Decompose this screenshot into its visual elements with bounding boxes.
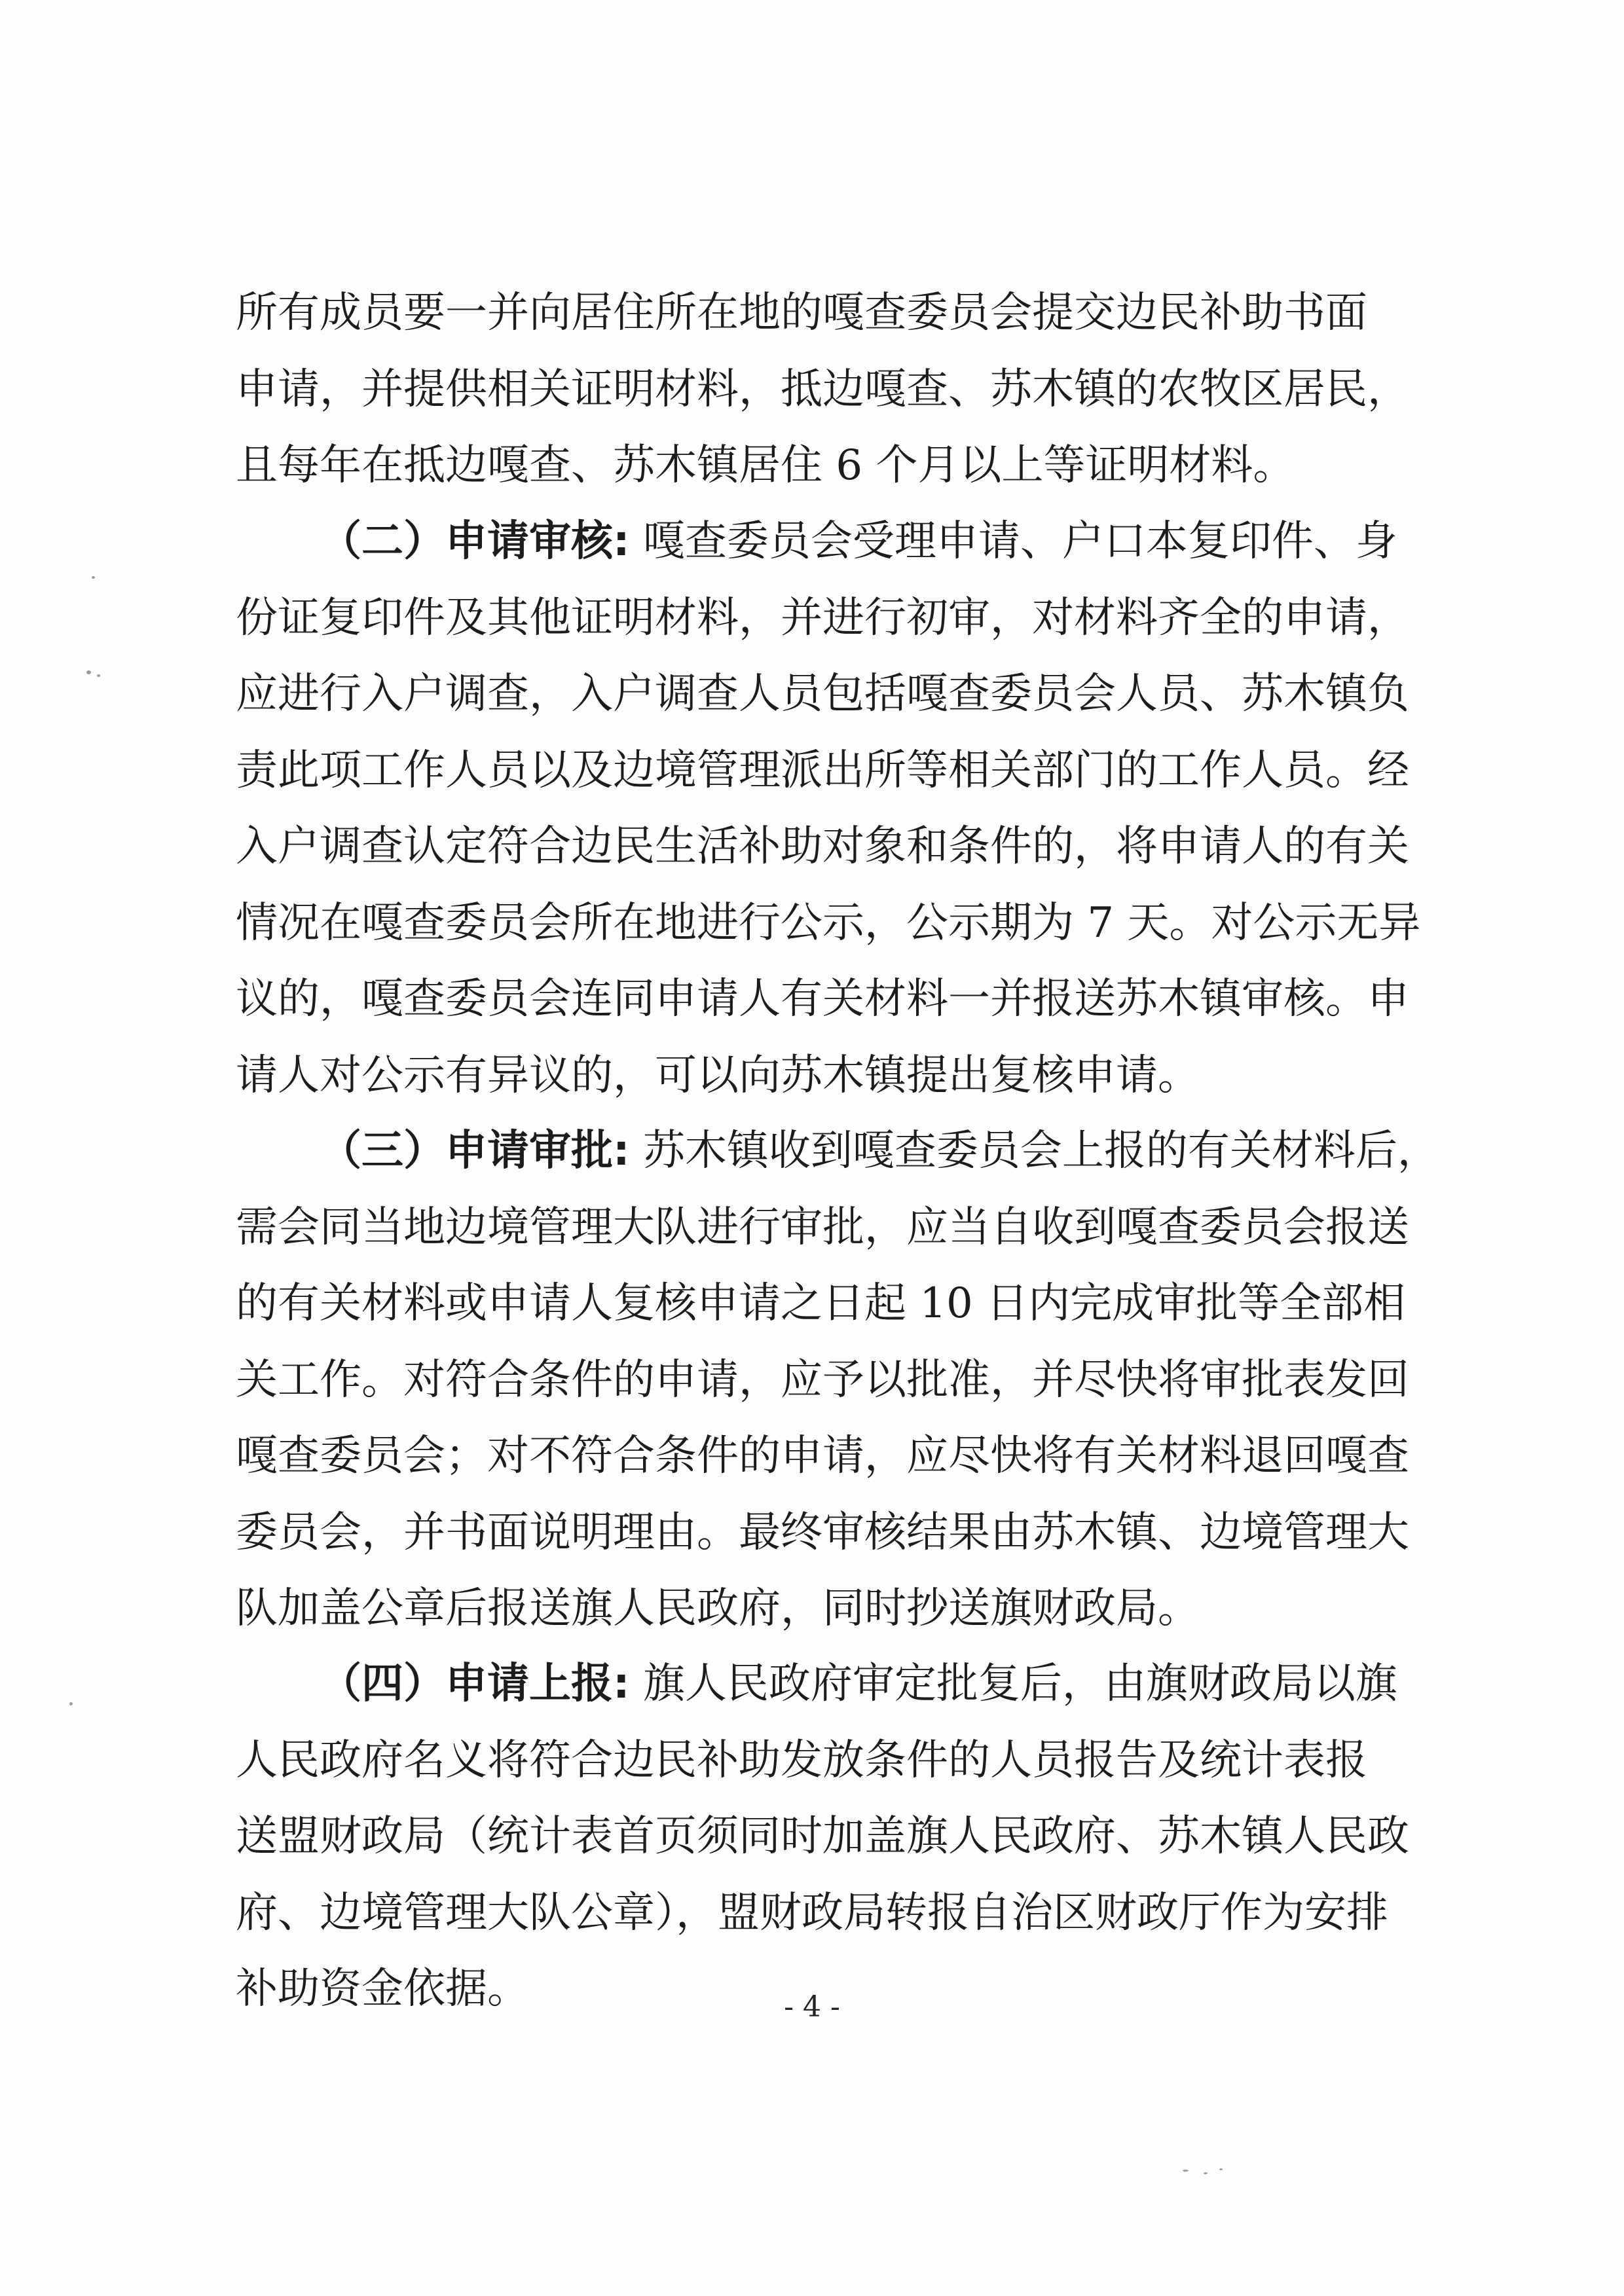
text-line: 人民政府名义将符合边民补助发放条件的人员报告及统计表报 <box>236 1736 1367 1785</box>
text-fragment: 旗人民政府审定批复后，由旗财政局以旗 <box>629 1660 1397 1708</box>
section-heading: （二）申请审核: <box>320 517 630 566</box>
scan-speck <box>92 576 95 579</box>
text-line: 责此项工作人员以及边境管理派出所等相关部门的工作人员。经 <box>236 746 1409 795</box>
text-line: 所有成员要一并向居住所在地的嘎查委员会提交边民补助书面 <box>236 289 1367 337</box>
text-line <box>236 503 1414 580</box>
scan-speck <box>1204 2172 1208 2174</box>
text-line: 份证复印件及其他证明材料，并进行初审，对材料齐全的申请， <box>236 593 1409 642</box>
text-line: 关工作。对符合条件的申请，应予以批准，并尽快将审批表发回 <box>236 1355 1409 1404</box>
paragraph-continuation <box>236 275 1414 504</box>
text-fragment: 苏木镇收到嘎查委员会上报的有关材料后， <box>629 1127 1439 1175</box>
text-line: 请人对公示有异议的，可以向苏木镇提出复核申请。 <box>236 1051 1200 1100</box>
scan-speck <box>97 674 100 677</box>
scan-speck <box>86 670 91 674</box>
paragraph-application-report <box>236 1646 1414 2028</box>
text-line: 申请，并提供相关证明材料，抵边嘎查、苏木镇的农牧区居民， <box>236 365 1409 414</box>
text-line: 入户调查认定符合边民生活补助对象和条件的，将申请人的有关 <box>236 822 1409 871</box>
paragraph-application-review <box>236 503 1421 1114</box>
text-line: 府、边境管理大队公章），盟财政局转报自治区财政厅作为安排 <box>236 1888 1388 1937</box>
text-line: 且每年在抵边嘎查、苏木镇居住 6 个月以上等证明材料。 <box>236 441 1295 490</box>
text-line <box>236 1646 1414 1722</box>
text-line: 议的，嘎查委员会连同申请人有关材料一并报送苏木镇审核。申 <box>236 975 1409 1023</box>
text-fragment: 嘎查委员会受理申请、户口本复印件、身 <box>629 517 1397 566</box>
text-line: 应进行入户调查，入户调查人员包括嘎查委员会人员、苏木镇负 <box>236 670 1409 718</box>
text-line: 补助资金依据。 <box>236 1965 529 2013</box>
text-line: 送盟财政局（统计表首页须同时加盖旗人民政府、苏木镇人民政 <box>236 1812 1409 1861</box>
scan-speck <box>1219 2168 1223 2170</box>
section-heading: （三）申请审批: <box>320 1127 630 1175</box>
text-line: 队加盖公章后报送旗人民政府，同时抄送旗财政局。 <box>236 1584 1200 1633</box>
page-number: - 4 - <box>784 1990 840 2024</box>
text-line: 嘎查委员会；对不符合条件的申请，应尽快将有关材料退回嘎查 <box>236 1432 1409 1480</box>
scan-speck <box>1183 2170 1189 2172</box>
text-line: 委员会，并书面说明理由。最终审核结果由苏木镇、边境管理大 <box>236 1508 1409 1557</box>
text-line: 的有关材料或申请人复核申请之日起 10 日内完成审批等全部相 <box>236 1279 1406 1328</box>
section-heading: （四）申请上报: <box>320 1660 630 1708</box>
text-line: 情况在嘎查委员会所在地进行公示，公示期为 7 天。对公示无异 <box>236 898 1421 947</box>
paragraph-application-approval <box>236 1113 1439 1647</box>
text-line <box>236 1113 1439 1190</box>
scan-speck <box>69 1702 73 1705</box>
text-line: 需会同当地边境管理大队进行审批，应当自收到嘎查委员会报送 <box>236 1203 1409 1252</box>
